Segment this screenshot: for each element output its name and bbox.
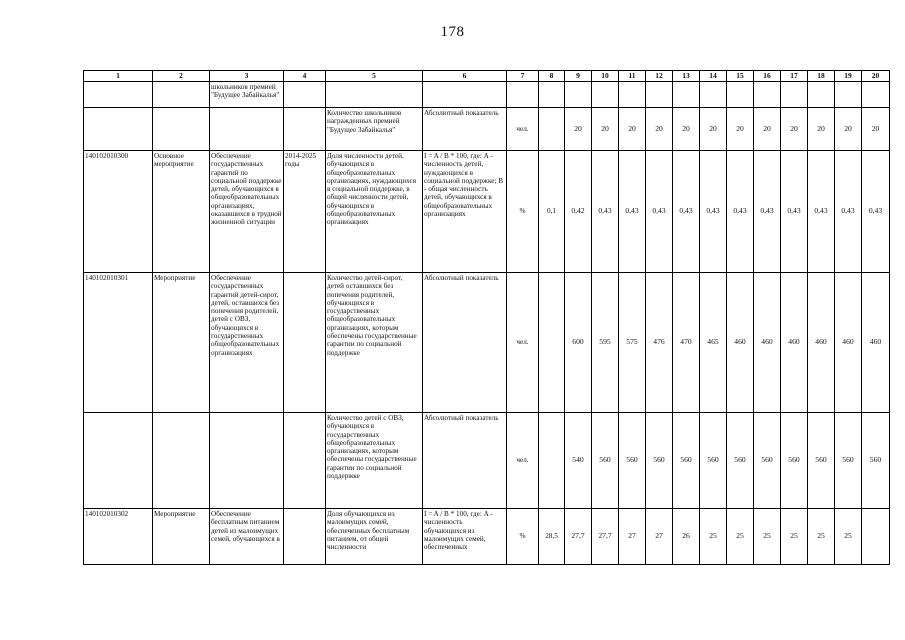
indicator-cell: Доля обучающихся из малоимущих семей, обеспеченных бесплатным питанием, от общей численности — [326, 509, 423, 565]
year-value-cell: 460 — [754, 273, 781, 413]
column-header-14: 14 — [700, 71, 727, 82]
year-value-cell: 460 — [808, 273, 835, 413]
year-value-cell — [700, 82, 727, 108]
name-cell: Обеспечение государственных гарантий детей-сирот, детей, оставшихся без попечения родителей, детей с ОВЗ, обучающихся в государственных общеобразовательных организациях — [210, 273, 284, 413]
year-value-cell: 560 — [700, 413, 727, 509]
period-cell: 2014-2025 годы — [284, 151, 326, 273]
indicator-cell: Количество школьников награжденных премией "Будущее Забайкалья" — [326, 108, 423, 151]
year-value-cell — [646, 82, 673, 108]
year-value-cell: 476 — [646, 273, 673, 413]
name-cell: Обеспечение государственных гарантий по социальной поддержке детей, обучающихся в общеобразовательных организациях, оказавшихся в трудной жизненной ситуации — [210, 151, 284, 273]
period-cell — [284, 509, 326, 565]
table-row — [84, 413, 890, 509]
formula-cell: Абсолютный показатель — [423, 273, 507, 413]
base-value-cell — [539, 108, 565, 151]
type-cell — [153, 413, 210, 509]
column-header-18: 18 — [808, 71, 835, 82]
name-cell: школьников премией "Будущее Забайкалья" — [210, 82, 284, 108]
year-value-cell: 20 — [862, 108, 890, 151]
year-value-cell: 560 — [808, 413, 835, 509]
year-value-cell: 0,43 — [592, 151, 619, 273]
formula-cell: I = A / B * 100, где: A - численность обучающихся из малоимущих семей, обеспеченных — [423, 509, 507, 565]
year-value-cell: 0,43 — [754, 151, 781, 273]
year-value-cell — [808, 82, 835, 108]
column-header-2: 2 — [153, 71, 210, 82]
name-cell: Обеспечение бесплатным питанием детей из малоимущих семей, обучающихся в — [210, 509, 284, 565]
year-value-cell: 470 — [673, 273, 700, 413]
year-value-cell: 0,43 — [700, 151, 727, 273]
unit-cell: чел. — [507, 413, 539, 509]
name-cell — [210, 108, 284, 151]
indicator-cell — [326, 82, 423, 108]
type-cell — [153, 82, 210, 108]
year-value-cell: 27,7 — [565, 509, 592, 565]
year-value-cell: 27 — [646, 509, 673, 565]
column-header-12: 12 — [646, 71, 673, 82]
column-header-19: 19 — [835, 71, 862, 82]
year-value-cell: 0,43 — [619, 151, 646, 273]
table-row — [84, 151, 890, 273]
column-header-4: 4 — [284, 71, 326, 82]
column-header-16: 16 — [754, 71, 781, 82]
column-header-17: 17 — [781, 71, 808, 82]
year-value-cell: 0,43 — [673, 151, 700, 273]
table-row — [84, 108, 890, 151]
year-value-cell: 560 — [646, 413, 673, 509]
period-cell — [284, 108, 326, 151]
column-header-8: 8 — [539, 71, 565, 82]
column-header-20: 20 — [862, 71, 890, 82]
year-value-cell: 460 — [835, 273, 862, 413]
unit-cell: чел. — [507, 108, 539, 151]
column-header-3: 3 — [210, 71, 284, 82]
column-header-15: 15 — [727, 71, 754, 82]
code-cell: 140102010301 — [84, 273, 153, 413]
year-value-cell: 0,43 — [646, 151, 673, 273]
formula-cell — [423, 82, 507, 108]
year-value-cell — [754, 82, 781, 108]
year-value-cell: 540 — [565, 413, 592, 509]
type-cell: Мероприятие — [153, 509, 210, 565]
indicators-table — [83, 70, 890, 565]
column-header-10: 10 — [592, 71, 619, 82]
year-value-cell: 25 — [700, 509, 727, 565]
year-value-cell: 465 — [700, 273, 727, 413]
year-value-cell: 20 — [646, 108, 673, 151]
column-header-1: 1 — [84, 71, 153, 82]
year-value-cell: 0,43 — [808, 151, 835, 273]
year-value-cell: 0,43 — [781, 151, 808, 273]
year-value-cell: 0,42 — [565, 151, 592, 273]
year-value-cell: 25 — [727, 509, 754, 565]
column-header-13: 13 — [673, 71, 700, 82]
year-value-cell: 575 — [619, 273, 646, 413]
unit-cell: чел. — [507, 273, 539, 413]
year-value-cell — [565, 82, 592, 108]
year-value-cell — [673, 82, 700, 108]
year-value-cell: 0,43 — [862, 151, 890, 273]
year-value-cell: 560 — [835, 413, 862, 509]
unit-cell: % — [507, 151, 539, 273]
code-cell — [84, 413, 153, 509]
year-value-cell: 560 — [619, 413, 646, 509]
year-value-cell — [862, 82, 890, 108]
year-value-cell: 26 — [673, 509, 700, 565]
period-cell — [284, 413, 326, 509]
year-value-cell — [781, 82, 808, 108]
type-cell: Мероприятие — [153, 273, 210, 413]
year-value-cell: 20 — [592, 108, 619, 151]
formula-cell: I = A / B * 100, где: A - численность детей, нуждающихся в социальной поддержке; B - общая численность детей, обучающихся в общеобразовательных организациях — [423, 151, 507, 273]
unit-cell: % — [507, 509, 539, 565]
code-cell — [84, 108, 153, 151]
year-value-cell: 27,7 — [592, 509, 619, 565]
base-value-cell: 0,1 — [539, 151, 565, 273]
year-value-cell: 0,43 — [727, 151, 754, 273]
table-row — [84, 273, 890, 413]
year-value-cell: 460 — [781, 273, 808, 413]
unit-cell — [507, 82, 539, 108]
year-value-cell: 595 — [592, 273, 619, 413]
year-value-cell: 20 — [754, 108, 781, 151]
year-value-cell: 20 — [727, 108, 754, 151]
year-value-cell: 0,43 — [835, 151, 862, 273]
year-value-cell: 560 — [754, 413, 781, 509]
year-value-cell: 560 — [673, 413, 700, 509]
year-value-cell: 560 — [781, 413, 808, 509]
year-value-cell: 20 — [700, 108, 727, 151]
year-value-cell: 460 — [862, 273, 890, 413]
indicator-cell: Доля численности детей, обучающихся в общеобразовательных организациях, нуждающихся в социальной поддержке, в общей численности детей, обучающихся в общеобразовательных организациях — [326, 151, 423, 273]
year-value-cell — [592, 82, 619, 108]
column-header-9: 9 — [565, 71, 592, 82]
code-cell — [84, 82, 153, 108]
period-cell — [284, 82, 326, 108]
year-value-cell: 600 — [565, 273, 592, 413]
year-value-cell: 560 — [862, 413, 890, 509]
year-value-cell — [727, 82, 754, 108]
indicator-cell: Количество детей с ОВЗ, обучающихся в государственных общеобразовательных организациях, которым обеспечены государственные гарантии по социальной поддержке — [326, 413, 423, 509]
year-value-cell: 460 — [727, 273, 754, 413]
column-header-7: 7 — [507, 71, 539, 82]
year-value-cell: 25 — [781, 509, 808, 565]
year-value-cell: 560 — [727, 413, 754, 509]
code-cell: 140102010302 — [84, 509, 153, 565]
page-number: 178 — [440, 24, 465, 40]
column-header-11: 11 — [619, 71, 646, 82]
table-row — [84, 82, 890, 108]
year-value-cell — [862, 509, 890, 565]
base-value-cell: 28,5 — [539, 509, 565, 565]
year-value-cell: 25 — [808, 509, 835, 565]
base-value-cell — [539, 273, 565, 413]
column-header-5: 5 — [326, 71, 423, 82]
year-value-cell: 20 — [781, 108, 808, 151]
year-value-cell: 27 — [619, 509, 646, 565]
name-cell — [210, 413, 284, 509]
base-value-cell — [539, 413, 565, 509]
year-value-cell: 25 — [835, 509, 862, 565]
period-cell — [284, 273, 326, 413]
year-value-cell: 20 — [565, 108, 592, 151]
year-value-cell — [835, 82, 862, 108]
code-cell: 140102010300 — [84, 151, 153, 273]
indicator-cell: Количество детей-сирот, детей оставшихся без попечения родителей, обучающихся в государственных общеобразовательных организациях, которым обеспечены государственные гарантии по социальной поддержке — [326, 273, 423, 413]
year-value-cell: 560 — [592, 413, 619, 509]
year-value-cell: 20 — [835, 108, 862, 151]
year-value-cell: 20 — [619, 108, 646, 151]
formula-cell: Абсолютный показатель — [423, 413, 507, 509]
year-value-cell: 20 — [808, 108, 835, 151]
base-value-cell — [539, 82, 565, 108]
year-value-cell: 20 — [673, 108, 700, 151]
type-cell — [153, 108, 210, 151]
table-row — [84, 509, 890, 565]
formula-cell: Абсолютный показатель — [423, 108, 507, 151]
year-value-cell — [619, 82, 646, 108]
header-row — [84, 71, 890, 82]
type-cell: Основное мероприятие — [153, 151, 210, 273]
column-header-6: 6 — [423, 71, 507, 82]
year-value-cell: 25 — [754, 509, 781, 565]
